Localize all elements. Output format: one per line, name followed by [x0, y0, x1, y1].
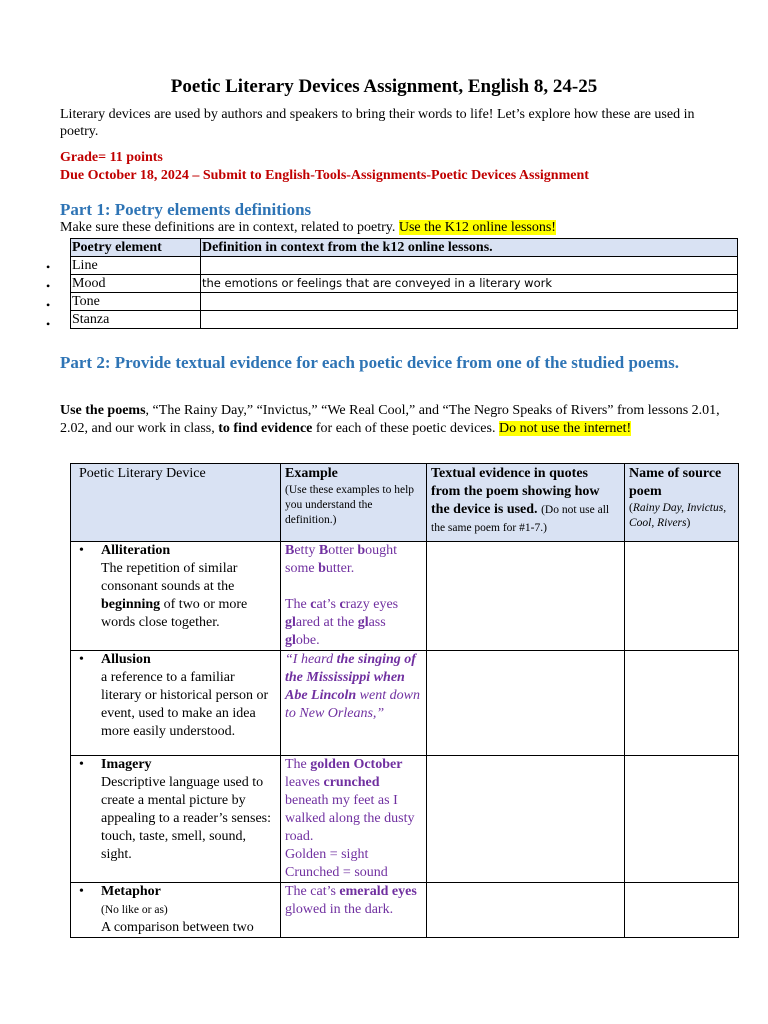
device-cell: • Metaphor (No like or as) A comparison between two — [71, 883, 281, 938]
bullet-icon: • — [79, 884, 84, 899]
bullet-icon: • — [46, 298, 51, 312]
device-cell: • Imagery Descriptive language used to create a mental picture by appealing to a reader’s senses: touch, taste, smell, sound, sight. — [71, 756, 281, 883]
source-cell[interactable] — [625, 883, 739, 938]
example-text-segment: ought some — [285, 543, 398, 576]
header-poetry-element: Poetry element — [71, 239, 201, 257]
table-header-row — [71, 239, 738, 257]
example-text-segment: crunched — [323, 775, 380, 790]
bullet-icon: • — [79, 543, 84, 558]
table-row — [71, 651, 739, 756]
device-cell: • Alliteration The repetition of similar consonant sounds at the beginning of two or more words close together. — [71, 542, 281, 651]
table-row — [71, 275, 738, 293]
bullet-icon: • — [79, 757, 84, 772]
example-text-segment: etty — [294, 543, 319, 558]
part1-bullets — [46, 258, 50, 334]
header-source: Name of source poem (Rainy Day, Invictus, Cool, Rivers) — [625, 464, 739, 542]
example-cell — [281, 651, 427, 756]
table-row — [71, 542, 739, 651]
grade-line: Grade= 11 points — [60, 150, 163, 165]
example-cell — [281, 542, 427, 651]
part1-instruction: Make sure these definitions are in context, related to poetry. Use the K12 online lessons! — [60, 220, 556, 235]
element-cell: Mood — [71, 275, 201, 293]
definition-cell[interactable] — [201, 257, 738, 275]
device-cell: • Allusion a reference to a familiar literary or historical person or event, used to make an idea more easily understood. — [71, 651, 281, 756]
intro-paragraph: Literary devices are used by authors and speakers to bring their words to life! Let’s explore how these are used in poetry. — [60, 107, 695, 139]
example-text-segment: obe. — [295, 633, 320, 648]
example-text-segment: otter — [328, 543, 358, 558]
bullet-icon: • — [46, 260, 51, 274]
part2-heading: Part 2: Provide textual evidence for each poetic device from one of the studied poems. — [60, 353, 679, 372]
bullet-icon: • — [79, 652, 84, 667]
example-text-segment: at’s — [316, 597, 340, 612]
example-text-segment: utter. — [325, 561, 355, 576]
table-row — [71, 756, 739, 883]
example-text-segment: golden October — [310, 757, 403, 772]
example-text-segment: emerald eyes — [339, 884, 417, 899]
example-text-segment: razy eyes — [345, 597, 399, 612]
example-text-segment: b — [318, 561, 326, 576]
element-cell: Line — [71, 257, 201, 275]
evidence-cell[interactable] — [427, 651, 625, 756]
evidence-cell[interactable] — [427, 883, 625, 938]
header-device: Poetic Literary Device — [71, 464, 281, 542]
table-row — [71, 257, 738, 275]
bullet-icon: • — [46, 317, 51, 331]
definition-cell[interactable]: the emotions or feelings that are conveyed in a literary work — [201, 275, 738, 293]
element-cell: Stanza — [71, 311, 201, 329]
example-text-segment: The cat’s — [285, 884, 340, 899]
source-cell[interactable] — [625, 651, 739, 756]
definition-cell[interactable] — [201, 293, 738, 311]
example-text-segment: went down to New Orleans,” — [285, 688, 420, 721]
poetic-devices-table — [70, 463, 739, 938]
example-text-segment: gl — [357, 615, 369, 630]
example-text-segment: The — [285, 757, 311, 772]
evidence-cell[interactable] — [427, 542, 625, 651]
example-text-segment: The — [285, 597, 311, 612]
bullet-icon: • — [46, 279, 51, 293]
due-date-line: Due October 18, 2024 – Submit to English-Tools-Assignments-Poetic Devices Assignment — [60, 168, 589, 183]
example-text-segment: gl — [285, 633, 296, 648]
example-text-segment: ass — [368, 615, 386, 630]
example-text-segment: leaves — [285, 775, 324, 790]
source-cell[interactable] — [625, 756, 739, 883]
part1-heading: Part 1: Poetry elements definitions — [60, 200, 312, 219]
header-definition: Definition in context from the k12 online lessons. — [201, 239, 738, 257]
source-cell[interactable] — [625, 542, 739, 651]
header-evidence: Textual evidence in quotes from the poem showing how the device is used. (Do not use all the same poem for #1-7.) — [427, 464, 625, 542]
example-cell — [281, 883, 427, 938]
table-row — [71, 311, 738, 329]
example-text-segment: gl — [285, 615, 296, 630]
table-row — [71, 293, 738, 311]
table-row — [71, 883, 739, 938]
evidence-cell[interactable] — [427, 756, 625, 883]
part2-instruction: Use the poems, “The Rainy Day,” “Invictus,” “We Real Cool,” and “The Negro Speaks of Rivers” from lessons 2.01, 2.02, and our work in class, to find evidence for each of these poetic devices. Do not use the internet! — [60, 403, 720, 436]
table-header-row — [71, 464, 739, 542]
example-text-segment: ared at the — [295, 615, 358, 630]
example-text-segment: B — [318, 543, 329, 558]
example-text-segment: “I heard — [285, 652, 337, 667]
element-cell: Tone — [71, 293, 201, 311]
example-text-segment: b — [357, 543, 366, 558]
example-cell: The golden October leaves crunched beneath my feet as I walked along the dusty road. Golden = sight Crunched = sound — [281, 756, 427, 883]
header-example: Example (Use these examples to help you understand the definition.) — [281, 464, 427, 542]
example-text-segment: beneath my feet as I walked along the dusty road. — [285, 793, 415, 844]
part2-highlight: Do not use the internet! — [498, 421, 632, 436]
example-text-segment: c — [310, 597, 317, 612]
example-text-segment: the singing of the Mississippi when Abe Lincoln — [285, 652, 416, 703]
part1-highlight: Use the K12 online lessons! — [398, 220, 556, 235]
document-title: Poetic Literary Devices Assignment, English 8, 24-25 — [170, 76, 598, 97]
example-text-segment: glowed in the dark. — [285, 902, 394, 917]
example-text-segment: B — [285, 543, 295, 558]
definition-cell[interactable] — [201, 311, 738, 329]
poetry-elements-table — [70, 238, 738, 329]
example-text-segment: c — [339, 597, 346, 612]
